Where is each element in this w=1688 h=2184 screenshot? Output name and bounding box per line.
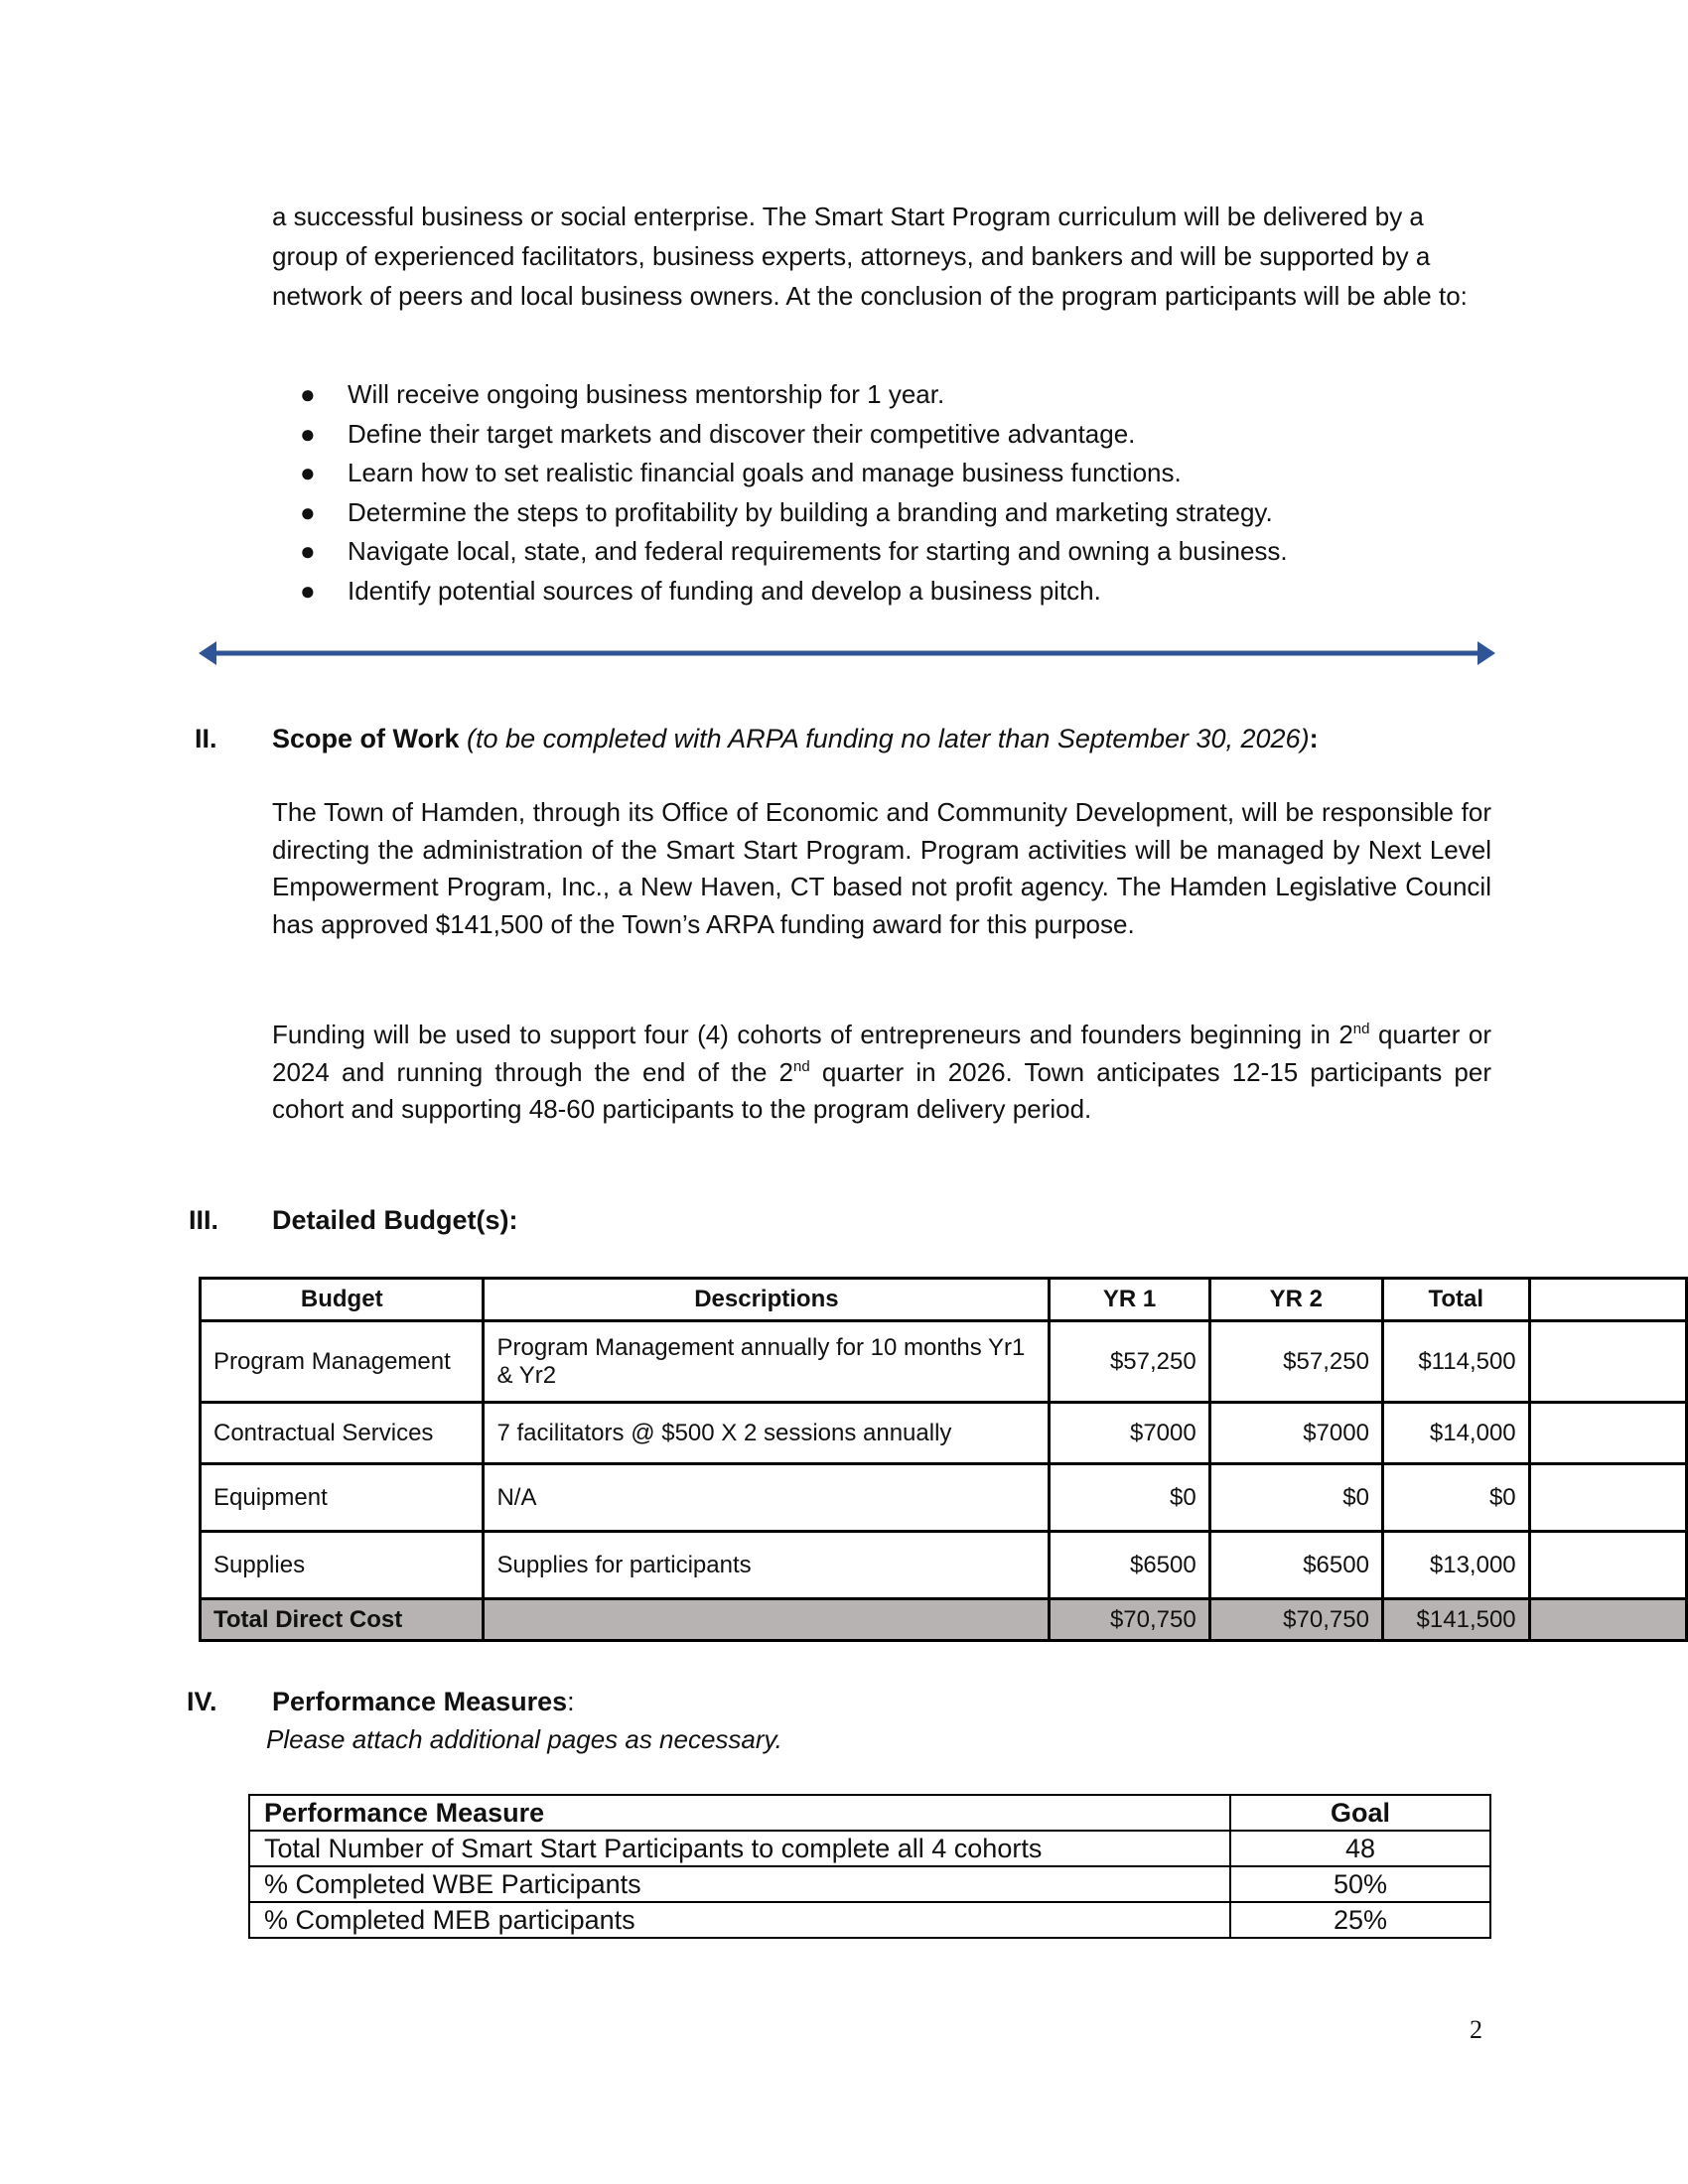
column-header: Performance Measure — [249, 1795, 1230, 1831]
list-item: ● Define their target markets and discover their competitive advantage. — [272, 415, 1491, 455]
table-row: Total Number of Smart Start Participants to complete all 4 cohorts 48 — [249, 1831, 1490, 1866]
table-row: Contractual Services 7 facilitators @ $500 X 2 sessions annually $7000 $7000 $14,000 — [201, 1403, 1687, 1464]
bullet-icon: ● — [300, 496, 316, 527]
scope-paragraph: The Town of Hamden, through its Office of Economic and Community Development, will be responsible for directing the administration of the Smart Start Program. Program activities will be managed by Next Level Empowerment Program, Inc., a New Haven, CT based not profit agency. The Hamden Legislative Council has approved $141,500 of the Town’s ARPA funding award for this purpose. — [272, 797, 1491, 939]
list-item: ● Will receive ongoing business mentorship for 1 year. — [272, 375, 1491, 415]
column-header — [1529, 1279, 1686, 1321]
column-header: YR 2 — [1209, 1279, 1382, 1321]
intro-paragraph: a successful business or social enterprise. The Smart Start Program curriculum will be delivered by a group of experienced facilitators, business experts, attorneys, and bankers and will be supported by a network of peers and local business owners. At the conclusion of the program participants will be able to: — [272, 202, 1468, 311]
budget-table — [199, 1277, 1688, 1642]
performance-note: Please attach additional pages as necessary. — [266, 1724, 782, 1754]
list-item: ● Identify potential sources of funding and develop a business pitch. — [272, 572, 1491, 612]
table-total-row: Total Direct Cost $70,750 $70,750 $141,500 — [201, 1599, 1687, 1641]
bullet-icon: ● — [300, 379, 316, 409]
table-row: Program Management Program Management annually for 10 months Yr1 & Yr2 $57,250 $57,250 $114,500 — [201, 1321, 1687, 1403]
table-row: % Completed WBE Participants 50% — [249, 1866, 1490, 1902]
section-heading-scope: Scope of Work (to be completed with ARPA funding no later than September 30, 2026): — [272, 724, 1319, 753]
table-row: Supplies Supplies for participants $6500 $6500 $13,000 — [201, 1532, 1687, 1599]
table-row: % Completed MEB participants 25% — [249, 1902, 1490, 1938]
column-header: Budget — [201, 1279, 484, 1321]
list-item: ● Determine the steps to profitability by building a branding and marketing strategy. — [272, 493, 1491, 533]
section-number: IV. — [187, 1687, 217, 1716]
intro-section — [272, 197, 1491, 316]
section-number: III. — [189, 1205, 219, 1235]
funding-paragraph: Funding will be used to support four (4) cohorts of entrepreneurs and founders beginning in 2nd quarter or 2024 and running through the end of the 2nd quarter in 2026. Town anticipates 12-15 participants per cohort and supporting 48-60 participants to the program delivery period. — [272, 1020, 1491, 1124]
bullet-icon: ● — [300, 536, 316, 566]
section-heading-budget: Detailed Budget(s): — [272, 1205, 518, 1235]
section-number: II. — [195, 724, 217, 753]
table-header-row — [249, 1795, 1490, 1831]
outcomes-list — [272, 375, 1491, 611]
table-row: Equipment N/A $0 $0 $0 — [201, 1464, 1687, 1532]
column-header: YR 1 — [1050, 1279, 1209, 1321]
double-arrow-divider-icon — [199, 635, 1495, 671]
column-header: Total — [1382, 1279, 1529, 1321]
performance-table — [248, 1794, 1491, 1939]
column-header: Goal — [1230, 1795, 1490, 1831]
list-item: ● Navigate local, state, and federal requirements for starting and owning a business. — [272, 532, 1491, 572]
section-heading-performance: Performance Measures: — [272, 1687, 575, 1716]
list-item: ● Learn how to set realistic financial goals and manage business functions. — [272, 454, 1491, 493]
column-header: Descriptions — [484, 1279, 1050, 1321]
table-header-row — [201, 1279, 1687, 1321]
bullet-icon: ● — [300, 458, 316, 487]
page-number: 2 — [1470, 2015, 1482, 2044]
bullet-icon: ● — [300, 575, 316, 606]
bullet-icon: ● — [300, 418, 316, 449]
